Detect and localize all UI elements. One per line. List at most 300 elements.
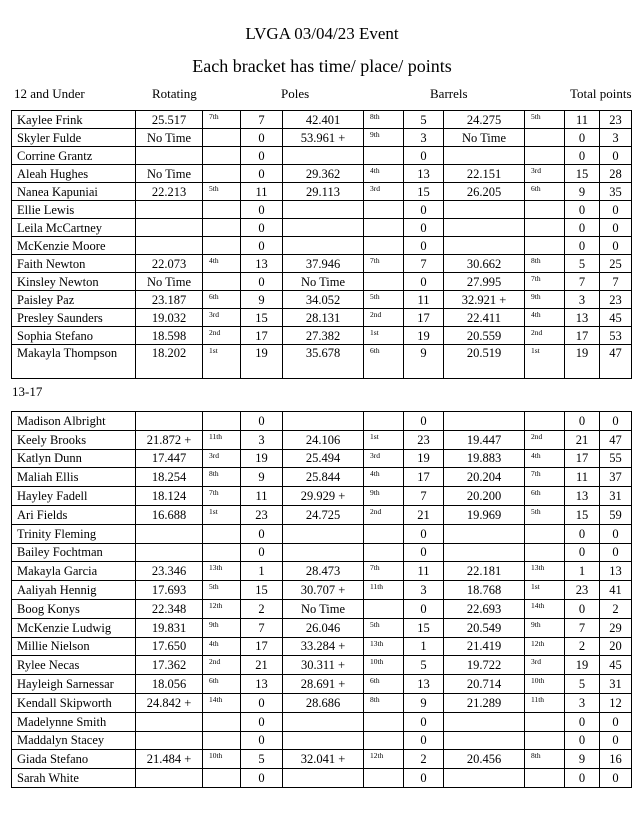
rotating-points: 7 <box>241 111 283 129</box>
rotating-time <box>136 769 203 788</box>
poles-points: 19 <box>404 449 444 468</box>
rotating-place <box>203 237 241 255</box>
rotating-time: 19.831 <box>136 618 203 637</box>
barrels-time: 20.204 <box>444 468 525 487</box>
rider-name: Hayleigh Sarnessar <box>12 675 136 694</box>
rider-name: Madelynne Smith <box>12 712 136 731</box>
table-row <box>12 345 632 379</box>
rotating-time <box>136 219 203 237</box>
rotating-place: 13th <box>203 562 241 581</box>
barrels-place: 3rd <box>525 656 565 675</box>
table-row <box>12 201 632 219</box>
rotating-points: 0 <box>241 237 283 255</box>
total-points: 20 <box>600 637 632 656</box>
poles-time: 27.382 <box>283 327 364 345</box>
rider-name: McKenzie Moore <box>12 237 136 255</box>
rotating-time: 16.688 <box>136 505 203 524</box>
table-row <box>12 468 632 487</box>
table-row <box>12 599 632 618</box>
poles-time <box>283 219 364 237</box>
poles-points: 13 <box>404 675 444 694</box>
total-points: 47 <box>600 345 632 379</box>
poles-place: 7th <box>364 255 404 273</box>
poles-points: 0 <box>404 524 444 543</box>
poles-time: 33.284 + <box>283 637 364 656</box>
poles-points: 7 <box>404 255 444 273</box>
poles-points: 0 <box>404 543 444 562</box>
rider-name: McKenzie Ludwig <box>12 618 136 637</box>
results-table-12-under <box>11 110 632 379</box>
total-points: 0 <box>600 412 632 431</box>
barrels-time: 22.181 <box>444 562 525 581</box>
table-row <box>12 273 632 291</box>
barrels-place: 5th <box>525 505 565 524</box>
rotating-place <box>203 219 241 237</box>
total-points: 29 <box>600 618 632 637</box>
poles-time: 24.106 <box>283 430 364 449</box>
poles-points: 17 <box>404 468 444 487</box>
rotating-points: 21 <box>241 656 283 675</box>
barrels-points: 19 <box>565 656 600 675</box>
barrels-place <box>525 147 565 165</box>
table-row <box>12 147 632 165</box>
barrels-points: 23 <box>565 581 600 600</box>
barrels-time <box>444 147 525 165</box>
table-row <box>12 165 632 183</box>
barrels-time <box>444 543 525 562</box>
poles-place: 6th <box>364 675 404 694</box>
rotating-time <box>136 147 203 165</box>
rotating-time: 23.187 <box>136 291 203 309</box>
table-row <box>12 618 632 637</box>
rotating-place: 10th <box>203 750 241 769</box>
rotating-time <box>136 201 203 219</box>
barrels-time: 22.693 <box>444 599 525 618</box>
barrels-place: 6th <box>525 487 565 506</box>
poles-points: 11 <box>404 562 444 581</box>
barrels-time: 20.200 <box>444 487 525 506</box>
poles-points: 0 <box>404 147 444 165</box>
poles-time: 28.691 + <box>283 675 364 694</box>
table-row <box>12 219 632 237</box>
poles-time: No Time <box>283 599 364 618</box>
poles-points: 5 <box>404 656 444 675</box>
barrels-place <box>525 769 565 788</box>
rider-name: Nanea Kapuniai <box>12 183 136 201</box>
poles-time: 28.686 <box>283 693 364 712</box>
barrels-points: 0 <box>565 543 600 562</box>
page-subtitle: Each bracket has time/ place/ points <box>192 56 452 76</box>
rotating-time: 18.598 <box>136 327 203 345</box>
rotating-points: 15 <box>241 581 283 600</box>
rotating-points: 2 <box>241 599 283 618</box>
total-points: 16 <box>600 750 632 769</box>
poles-points: 3 <box>404 129 444 147</box>
rider-name: Ellie Lewis <box>12 201 136 219</box>
poles-points: 1 <box>404 637 444 656</box>
poles-points: 15 <box>404 183 444 201</box>
rider-name: Makayla Thompson <box>12 345 136 379</box>
rotating-points: 1 <box>241 562 283 581</box>
barrels-time: 19.722 <box>444 656 525 675</box>
poles-place <box>364 412 404 431</box>
total-points: 35 <box>600 183 632 201</box>
total-points: 41 <box>600 581 632 600</box>
barrels-points: 9 <box>565 183 600 201</box>
rotating-points: 0 <box>241 712 283 731</box>
rotating-points: 0 <box>241 147 283 165</box>
rotating-time <box>136 412 203 431</box>
rotating-points: 7 <box>241 618 283 637</box>
poles-time: 25.844 <box>283 468 364 487</box>
poles-points: 0 <box>404 731 444 750</box>
poles-place: 5th <box>364 618 404 637</box>
rider-name: Aaliyah Hennig <box>12 581 136 600</box>
barrels-place: 3rd <box>525 165 565 183</box>
poles-place: 2nd <box>364 309 404 327</box>
rotating-points: 0 <box>241 693 283 712</box>
barrels-points: 0 <box>565 129 600 147</box>
poles-time: 28.473 <box>283 562 364 581</box>
poles-place: 1st <box>364 327 404 345</box>
barrels-time <box>444 712 525 731</box>
rotating-time: 22.213 <box>136 183 203 201</box>
rider-name: Giada Stefano <box>12 750 136 769</box>
barrels-place: 7th <box>525 468 565 487</box>
poles-points: 15 <box>404 618 444 637</box>
table-row <box>12 581 632 600</box>
poles-time: 28.131 <box>283 309 364 327</box>
rotating-place: 7th <box>203 111 241 129</box>
rotating-place: 5th <box>203 183 241 201</box>
rotating-time <box>136 524 203 543</box>
poles-time <box>283 524 364 543</box>
barrels-time: 32.921 + <box>444 291 525 309</box>
rotating-points: 0 <box>241 273 283 291</box>
poles-points: 3 <box>404 581 444 600</box>
barrels-time: 20.714 <box>444 675 525 694</box>
poles-place: 3rd <box>364 449 404 468</box>
total-points: 37 <box>600 468 632 487</box>
poles-time: 53.961 + <box>283 129 364 147</box>
poles-place: 7th <box>364 562 404 581</box>
poles-place <box>364 273 404 291</box>
total-points: 0 <box>600 524 632 543</box>
poles-time: 29.929 + <box>283 487 364 506</box>
poles-place: 9th <box>364 487 404 506</box>
poles-time: 37.946 <box>283 255 364 273</box>
barrels-points: 5 <box>565 255 600 273</box>
poles-points: 0 <box>404 599 444 618</box>
barrels-points: 17 <box>565 327 600 345</box>
total-points: 0 <box>600 219 632 237</box>
rider-name: Keely Brooks <box>12 430 136 449</box>
barrels-time: 20.456 <box>444 750 525 769</box>
rotating-place: 14th <box>203 693 241 712</box>
rotating-place: 4th <box>203 637 241 656</box>
rotating-place <box>203 712 241 731</box>
poles-time: 34.052 <box>283 291 364 309</box>
barrels-points: 0 <box>565 237 600 255</box>
rotating-time: 21.872 + <box>136 430 203 449</box>
barrels-time: 21.419 <box>444 637 525 656</box>
barrels-place <box>525 219 565 237</box>
poles-points: 2 <box>404 750 444 769</box>
rider-name: Paisley Paz <box>12 291 136 309</box>
table-row <box>12 129 632 147</box>
barrels-time: 20.549 <box>444 618 525 637</box>
table-row <box>12 656 632 675</box>
poles-place: 6th <box>364 345 404 379</box>
poles-points: 9 <box>404 345 444 379</box>
rotating-points: 11 <box>241 183 283 201</box>
rotating-place: 8th <box>203 468 241 487</box>
rotating-time <box>136 237 203 255</box>
poles-points: 17 <box>404 309 444 327</box>
barrels-time <box>444 412 525 431</box>
rider-name: Kaylee Frink <box>12 111 136 129</box>
rotating-place <box>203 731 241 750</box>
barrels-points: 0 <box>565 147 600 165</box>
poles-time: 35.678 <box>283 345 364 379</box>
barrels-place: 9th <box>525 618 565 637</box>
rotating-header: Rotating <box>152 86 197 101</box>
rider-name: Sophia Stefano <box>12 327 136 345</box>
poles-time: 30.707 + <box>283 581 364 600</box>
rotating-time: 18.056 <box>136 675 203 694</box>
barrels-time: 19.969 <box>444 505 525 524</box>
barrels-points: 0 <box>565 412 600 431</box>
rider-name: Trinity Fleming <box>12 524 136 543</box>
rotating-time: 18.254 <box>136 468 203 487</box>
table-row <box>12 291 632 309</box>
poles-place: 4th <box>364 468 404 487</box>
rotating-place: 9th <box>203 618 241 637</box>
rider-name: Rylee Necas <box>12 656 136 675</box>
barrels-points: 1 <box>565 562 600 581</box>
poles-time: 29.362 <box>283 165 364 183</box>
poles-place: 8th <box>364 111 404 129</box>
rotating-points: 5 <box>241 750 283 769</box>
table-row <box>12 237 632 255</box>
rotating-time: No Time <box>136 129 203 147</box>
total-points: 3 <box>600 129 632 147</box>
rotating-time: 22.073 <box>136 255 203 273</box>
rotating-time <box>136 543 203 562</box>
rotating-place <box>203 129 241 147</box>
total-points: 55 <box>600 449 632 468</box>
poles-place: 4th <box>364 165 404 183</box>
barrels-points: 0 <box>565 219 600 237</box>
rotating-place <box>203 165 241 183</box>
rider-name: Boog Konys <box>12 599 136 618</box>
barrels-place: 13th <box>525 562 565 581</box>
barrels-points: 19 <box>565 345 600 379</box>
rotating-points: 0 <box>241 219 283 237</box>
poles-place: 10th <box>364 656 404 675</box>
barrels-place: 6th <box>525 183 565 201</box>
barrels-points: 7 <box>565 618 600 637</box>
division-header: 12 and Under <box>14 86 85 101</box>
table-row <box>12 412 632 431</box>
poles-time <box>283 201 364 219</box>
table-row <box>12 712 632 731</box>
rotating-place <box>203 412 241 431</box>
poles-place <box>364 599 404 618</box>
table-row <box>12 309 632 327</box>
table-row <box>12 327 632 345</box>
poles-place: 12th <box>364 750 404 769</box>
table-row <box>12 487 632 506</box>
total-points: 31 <box>600 487 632 506</box>
poles-points: 5 <box>404 111 444 129</box>
rotating-points: 0 <box>241 412 283 431</box>
barrels-points: 0 <box>565 712 600 731</box>
rider-name: Katlyn Dunn <box>12 449 136 468</box>
rotating-points: 15 <box>241 309 283 327</box>
barrels-time: 22.411 <box>444 309 525 327</box>
barrels-points: 9 <box>565 750 600 769</box>
total-points: 0 <box>600 712 632 731</box>
barrels-place: 10th <box>525 675 565 694</box>
barrels-points: 15 <box>565 165 600 183</box>
rotating-place: 12th <box>203 599 241 618</box>
table-row <box>12 562 632 581</box>
table-row <box>12 769 632 788</box>
barrels-time: 19.447 <box>444 430 525 449</box>
rotating-place <box>203 147 241 165</box>
barrels-time <box>444 769 525 788</box>
barrels-place <box>525 412 565 431</box>
poles-points: 7 <box>404 487 444 506</box>
rotating-time: 18.124 <box>136 487 203 506</box>
poles-place <box>364 237 404 255</box>
total-points: 25 <box>600 255 632 273</box>
rotating-time: 17.447 <box>136 449 203 468</box>
rotating-points: 3 <box>241 430 283 449</box>
rotating-time: 23.346 <box>136 562 203 581</box>
poles-place: 5th <box>364 291 404 309</box>
barrels-place: 5th <box>525 111 565 129</box>
poles-place <box>364 524 404 543</box>
poles-time: 26.046 <box>283 618 364 637</box>
rotating-place: 6th <box>203 291 241 309</box>
rotating-place: 2nd <box>203 327 241 345</box>
rotating-time <box>136 712 203 731</box>
rotating-time: 17.693 <box>136 581 203 600</box>
rotating-place <box>203 769 241 788</box>
division-13-17-label: 13-17 <box>12 384 43 399</box>
barrels-points: 3 <box>565 693 600 712</box>
rider-name: Leila McCartney <box>12 219 136 237</box>
table-row <box>12 524 632 543</box>
rotating-points: 19 <box>241 345 283 379</box>
barrels-header: Barrels <box>430 86 468 101</box>
total-header: Total points <box>570 86 632 101</box>
rotating-points: 0 <box>241 165 283 183</box>
table-row <box>12 675 632 694</box>
total-points: 23 <box>600 291 632 309</box>
rotating-place: 5th <box>203 581 241 600</box>
rotating-points: 0 <box>241 129 283 147</box>
rotating-time: 19.032 <box>136 309 203 327</box>
rotating-place: 1st <box>203 345 241 379</box>
total-points: 0 <box>600 543 632 562</box>
barrels-points: 11 <box>565 111 600 129</box>
poles-time: No Time <box>283 273 364 291</box>
barrels-points: 11 <box>565 468 600 487</box>
total-points: 12 <box>600 693 632 712</box>
rotating-place: 1st <box>203 505 241 524</box>
poles-time: 29.113 <box>283 183 364 201</box>
rider-name: Maddalyn Stacey <box>12 731 136 750</box>
barrels-place: 2nd <box>525 430 565 449</box>
rotating-time: 17.650 <box>136 637 203 656</box>
rider-name: Corrine Grantz <box>12 147 136 165</box>
barrels-place <box>525 543 565 562</box>
rotating-points: 0 <box>241 769 283 788</box>
poles-time <box>283 147 364 165</box>
barrels-place: 7th <box>525 273 565 291</box>
barrels-points: 5 <box>565 675 600 694</box>
rider-name: Ari Fields <box>12 505 136 524</box>
poles-time <box>283 731 364 750</box>
poles-points: 19 <box>404 327 444 345</box>
poles-place: 13th <box>364 637 404 656</box>
rotating-points: 13 <box>241 255 283 273</box>
rotating-place: 2nd <box>203 656 241 675</box>
rotating-time: 22.348 <box>136 599 203 618</box>
poles-place <box>364 543 404 562</box>
poles-place <box>364 219 404 237</box>
poles-points: 21 <box>404 505 444 524</box>
poles-place <box>364 147 404 165</box>
poles-place <box>364 201 404 219</box>
poles-points: 13 <box>404 165 444 183</box>
total-points: 2 <box>600 599 632 618</box>
rotating-place: 3rd <box>203 309 241 327</box>
rider-name: Kinsley Newton <box>12 273 136 291</box>
total-points: 0 <box>600 201 632 219</box>
results-table-13-17 <box>11 411 632 788</box>
poles-time <box>283 712 364 731</box>
rotating-time: 25.517 <box>136 111 203 129</box>
poles-place <box>364 769 404 788</box>
poles-points: 11 <box>404 291 444 309</box>
rider-name: Aleah Hughes <box>12 165 136 183</box>
barrels-place: 9th <box>525 291 565 309</box>
barrels-points: 17 <box>565 449 600 468</box>
poles-points: 0 <box>404 769 444 788</box>
barrels-time: 21.289 <box>444 693 525 712</box>
rider-name: Millie Nielson <box>12 637 136 656</box>
barrels-points: 0 <box>565 599 600 618</box>
table-row <box>12 505 632 524</box>
barrels-points: 21 <box>565 430 600 449</box>
barrels-time <box>444 237 525 255</box>
poles-place: 2nd <box>364 505 404 524</box>
rotating-place: 7th <box>203 487 241 506</box>
barrels-place <box>525 201 565 219</box>
poles-time <box>283 543 364 562</box>
poles-time: 42.401 <box>283 111 364 129</box>
barrels-time: 20.559 <box>444 327 525 345</box>
poles-place: 11th <box>364 581 404 600</box>
rotating-place: 4th <box>203 255 241 273</box>
barrels-time <box>444 731 525 750</box>
total-points: 53 <box>600 327 632 345</box>
rotating-time: 17.362 <box>136 656 203 675</box>
